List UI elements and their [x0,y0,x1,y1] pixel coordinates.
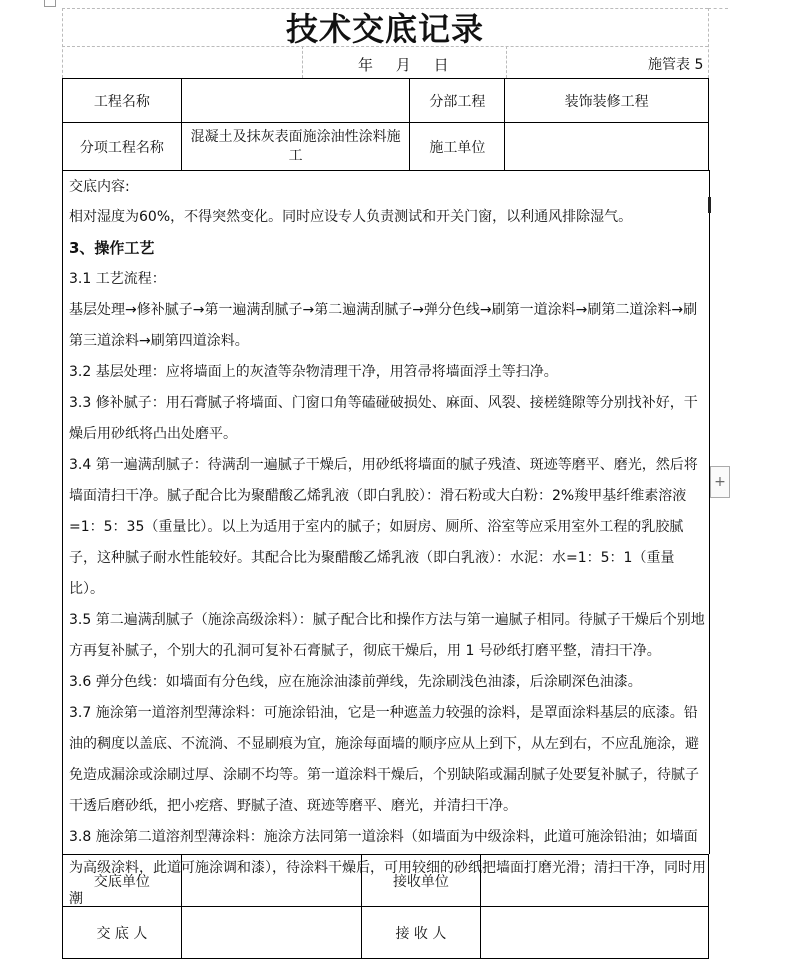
document-title: 技术交底记录 [285,10,484,48]
paragraph: 3.7 施涂第一道溶剂型薄涂料：可施涂铅油，它是一种遮盖力较强的涂料，是罩面涂料基层的底漆。铅油的稠度以盖底、不流淌、不显刷痕为宜，施涂每面墙的顺序应从上到下，从左到右，不应乱施涂，避免造成漏涂或涂刷过厚、涂刷不均等。第一道涂料干燥后，个别缺陷或漏刮腻子处要复补腻子，待腻子干透后磨砂纸，把小疙瘩、野腻子渣、斑迹等磨平、磨光，并清扫干净。 [69,705,699,814]
footer-table [62,854,709,959]
subitem-name-label: 分项工程名称 [63,123,182,171]
division-label: 分部工程 [410,79,505,123]
date-month: 月 [395,56,413,74]
construction-unit-value[interactable] [505,123,709,171]
content-body [69,202,707,915]
receiver-label: 接 收 人 [361,907,481,959]
header-row-subitem [63,123,709,171]
paragraph: 3.6 弹分色线：如墙面有分色线，应在施涂油漆前弹线，先涂刷浅色油漆，后涂刷深色油漆。 [69,674,642,690]
section-heading: 3、操作工艺 [69,239,155,257]
receiver-value[interactable] [481,907,709,959]
discloser-label: 交 底 人 [63,907,182,959]
paragraph: 3.4 第一遍满刮腻子：待满刮一遍腻子干燥后，用砂纸将墙面的腻子残渣、斑迹等磨平、磨光，然后将墙面清扫干净。腻子配合比为聚醋酸乙烯乳液（即白乳胶）：滑石粉或大白粉：2%羧甲基纤维素溶液=1：5：35（重量比）。以上为适用于室内的腻子；如厨房、厕所、浴室等应采用室外工程的乳胶腻子，这种腻子耐水性能较好。其配合比为聚醋酸乙烯乳液（即白乳液）：水泥：水=1：5：1（重量比）。 [69,457,698,597]
paragraph: 相对湿度为60%，不得突然变化。同时应设专人负责测试和开关门窗，以利通风排除湿气。 [69,209,633,225]
form-number: 施管表 5 [648,57,704,73]
paragraph: 3.8 施涂第二道溶剂型薄涂料：施涂方法同第一道涂料（如墙面为中级涂料，此道可施涂铅油；如墙面为高级涂料，此道可施涂调和漆），待涂料干燥后，可用较细的砂纸把墙面打磨光滑；清扫干净，同时用潮 [69,829,706,907]
date-day: 日 [433,56,451,74]
page-guide-mid1 [302,46,303,78]
paragraph: 3.1 工艺流程： [69,271,166,287]
discloser-value[interactable] [181,907,361,959]
receiving-unit-label: 接收单位 [361,855,481,907]
expand-button[interactable]: + [710,466,730,498]
ruler-marker [44,0,56,7]
project-name-label: 工程名称 [63,79,182,123]
header-row-project [63,79,709,123]
page-guide-right [708,8,709,78]
page-guide-corner [708,8,728,9]
paragraph: 3.3 修补腻子：用石膏腻子将墙面、门窗口角等磕碰破损处、麻面、风裂、接槎缝隙等分别找补好，干燥后用砂纸将凸出处磨平。 [69,395,698,442]
date-year: 年 [358,56,376,74]
receiving-unit-value[interactable] [481,855,709,907]
page-guide-mid2 [506,46,507,78]
footer-row-unit [63,855,709,907]
subitem-name-value[interactable]: 混凝土及抹灰表面施涂油性涂料施工 [181,123,410,171]
date-line [358,54,465,75]
construction-unit-label: 施工单位 [410,123,505,171]
footer-row-person [63,907,709,959]
paragraph: 基层处理→修补腻子→第一遍满刮腻子→第二遍满刮腻子→弹分色线→刷第一道涂料→刷第二道涂料→刷第三道涂料→刷第四道涂料。 [69,302,698,349]
text-cursor [708,197,711,213]
content-label: 交底内容: [69,179,130,195]
paragraph: 3.2 基层处理：应将墙面上的灰渣等杂物清理干净，用笤帚将墙面浮土等扫净。 [69,364,558,380]
paragraph: 3.5 第二遍满刮腻子（施涂高级涂料）：腻子配合比和操作方法与第一遍腻子相同。待腻子干燥后个别地方再复补腻子，个别大的孔洞可复补石膏腻子，彻底干燥后，用 1 号砂纸打磨平整，清扫干净。 [69,612,705,659]
project-name-value[interactable] [181,79,410,123]
header-table [62,78,709,171]
disclosing-unit-value[interactable] [181,855,361,907]
disclosing-unit-label: 交底单位 [63,855,182,907]
division-value[interactable]: 装饰装修工程 [505,79,709,123]
